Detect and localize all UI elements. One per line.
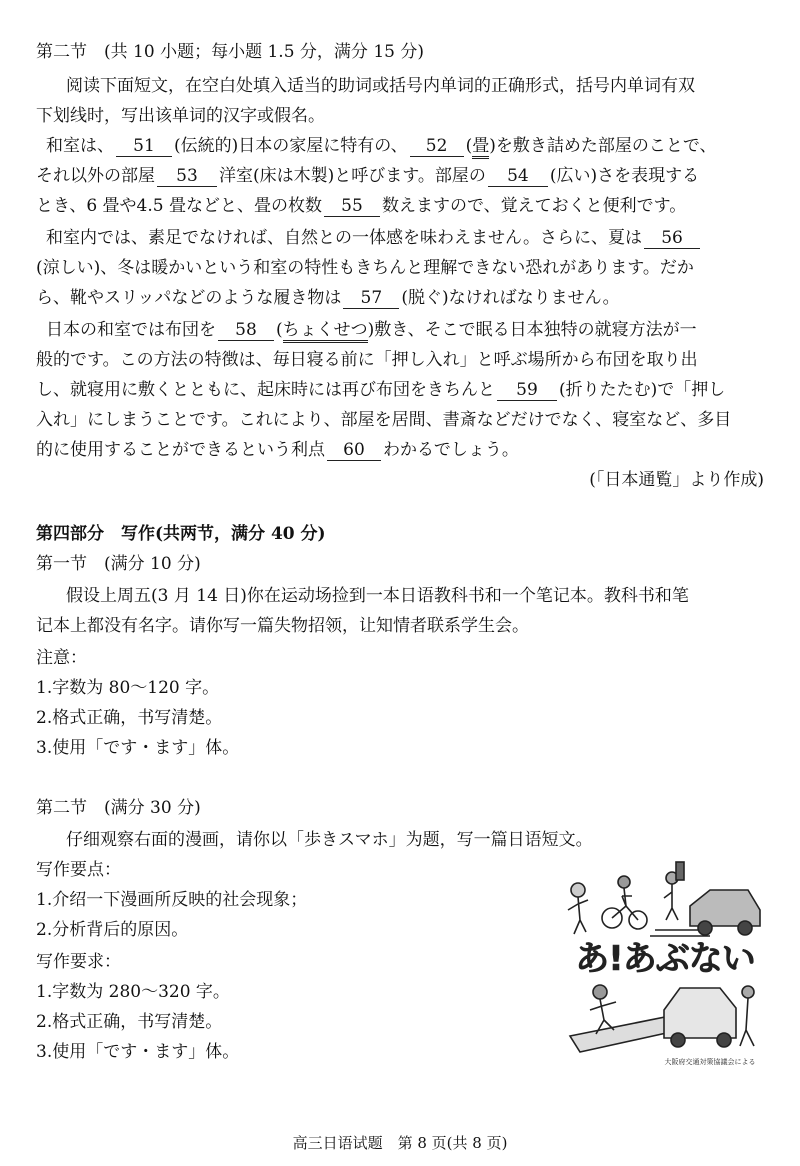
underlined-word: ちょくせつ (283, 320, 368, 343)
blank-58[interactable]: 58 (218, 320, 274, 341)
s1-prompt-line: 假设上周五(3 月 14 日)你在运动场捡到一本日语教科书和一个笔记本。教科书和笔 (66, 586, 689, 606)
s1-note-item: 2.格式正确，书写清楚。 (36, 708, 223, 728)
instruction-line: 下划线时，写出该单词的汉字或假名。 (36, 106, 325, 126)
cartoon-credit: 大阪府交通対策協議会による (664, 1058, 756, 1066)
passage-source: (「日本通覧」より作成) (589, 470, 764, 490)
blank-52[interactable]: 52 (410, 136, 464, 157)
blank-60[interactable]: 60 (327, 440, 381, 461)
s2-point: 1.介绍一下漫画所反映的社会现象； (36, 890, 308, 910)
section2-heading: 第二节 (共 10 小题；每小题 1.5 分，满分 15 分) (36, 42, 424, 62)
s2-req: 2.格式正确，书写清楚。 (36, 1012, 223, 1032)
s2-prompt: 仔细观察右面的漫画，请你以「歩きスマホ」为题，写一篇日语短文。 (66, 830, 593, 850)
instruction-line: 阅读下面短文，在空白处填入适当的助词或括号内单词的正确形式，括号内单词有双 (66, 76, 695, 96)
page-footer: 高三日语试题 第 8 页(共 8 页) (292, 1134, 508, 1152)
blank-59[interactable]: 59 (497, 380, 557, 401)
s1-note-item: 3.使用「です・ます」体。 (36, 738, 240, 758)
s2-req: 3.使用「です・ます」体。 (36, 1042, 240, 1062)
blank-55[interactable]: 55 (324, 196, 380, 217)
blank-56[interactable]: 56 (644, 228, 700, 249)
blank-53[interactable]: 53 (157, 166, 217, 187)
cartoon-illustration (560, 860, 770, 1068)
s2-points-label: 写作要点： (36, 860, 121, 880)
blank-57[interactable]: 57 (343, 288, 399, 309)
s2-req: 1.字数为 280～320 字。 (36, 982, 230, 1002)
part4-heading: 第四部分 写作(共两节，满分 40 分) (36, 524, 326, 544)
part4-s1-heading: 第一节 (满分 10 分) (36, 554, 201, 574)
car-icon (690, 890, 760, 926)
s1-prompt-line: 记本上都没有名字。请你写一篇失物招领，让知情者联系学生会。 (36, 616, 529, 636)
s2-req-label: 写作要求： (36, 952, 121, 972)
s2-point: 2.分析背后的原因。 (36, 920, 189, 940)
s1-note-label: 注意： (36, 648, 87, 668)
blank-51[interactable]: 51 (116, 136, 172, 157)
underlined-word: 畳 (472, 136, 489, 159)
blank-54[interactable]: 54 (488, 166, 548, 187)
s1-note-item: 1.字数为 80～120 字。 (36, 678, 220, 698)
part4-s2-heading: 第二节 (满分 30 分) (36, 798, 201, 818)
cartoon-title: あ!あぶない (575, 939, 755, 979)
pedestrian-icon (571, 883, 585, 897)
